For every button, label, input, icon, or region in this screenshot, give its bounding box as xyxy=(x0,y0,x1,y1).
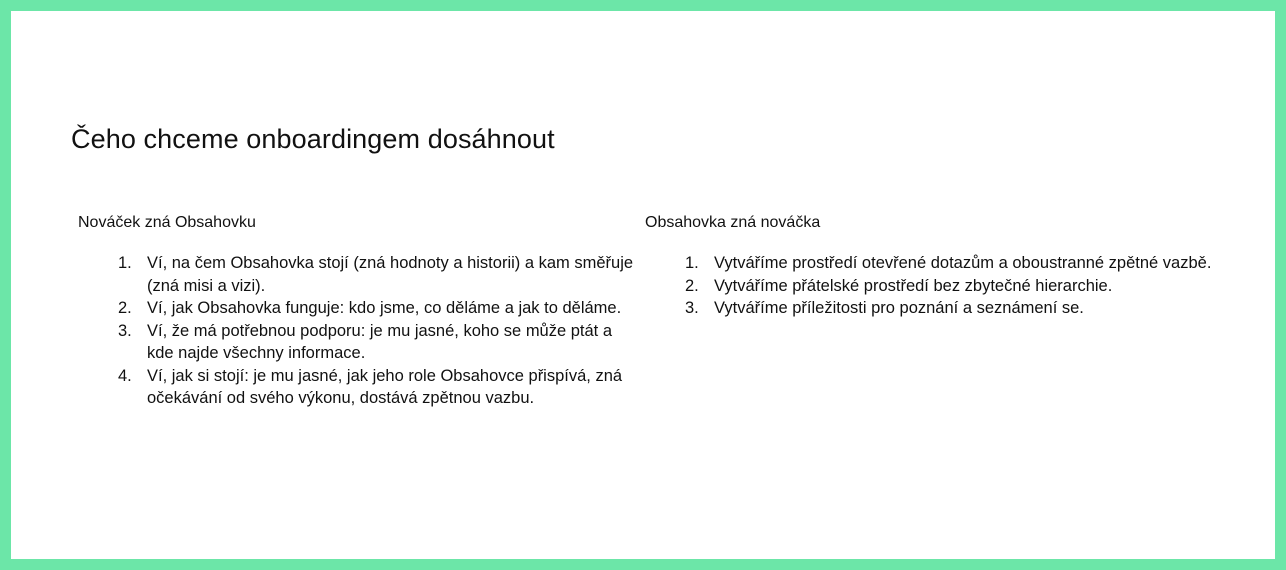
list-item-number: 4. xyxy=(118,366,132,385)
list-item xyxy=(78,365,638,410)
list-item-number: 2. xyxy=(118,299,132,317)
right-column xyxy=(645,212,1225,320)
list-item xyxy=(78,252,638,297)
list-item xyxy=(645,275,1225,298)
slide-title: Čeho chceme onboardingem dosáhnout xyxy=(71,124,555,154)
list-item-number: 1. xyxy=(118,254,132,272)
list-item-number: 2. xyxy=(685,276,699,295)
list-item xyxy=(78,320,638,365)
left-column xyxy=(78,212,638,410)
right-column-heading: Obsahovka zná nováčka xyxy=(645,214,821,231)
list-item-text: Ví, na čem Obsahovka stojí (zná hodnoty a historii) a kam směřuje (zná misi a vizi). xyxy=(147,254,634,295)
list-item xyxy=(645,252,1225,275)
list-item-text: Vytváříme příležitosti pro poznání a seznámení se. xyxy=(714,299,1084,317)
list-item-number: 3. xyxy=(685,299,699,317)
list-item-text: Ví, jak si stojí: je mu jasné, jak jeho role Obsahovce přispívá, zná očekávání od svého výkonu, dostává zpětnou vazbu. xyxy=(147,366,623,407)
list-item-text: Ví, že má potřebnou podporu: je mu jasné, koho se může ptát a kde najde všechny informace. xyxy=(147,321,613,362)
list-item-text: Ví, jak Obsahovka funguje: kdo jsme, co děláme a jak to děláme. xyxy=(147,299,622,317)
list-item-text: Vytváříme přátelské prostředí bez zbytečné hierarchie. xyxy=(714,276,1113,295)
list-item xyxy=(78,297,638,320)
left-numbered-list xyxy=(78,252,638,410)
list-item-number: 3. xyxy=(118,321,132,340)
list-item-text: Vytváříme prostředí otevřené dotazům a oboustranné zpětné vazbě. xyxy=(714,254,1212,272)
list-item-number: 1. xyxy=(685,254,699,272)
left-column-heading: Nováček zná Obsahovku xyxy=(78,214,256,231)
list-item xyxy=(645,297,1225,320)
right-numbered-list xyxy=(645,252,1225,320)
